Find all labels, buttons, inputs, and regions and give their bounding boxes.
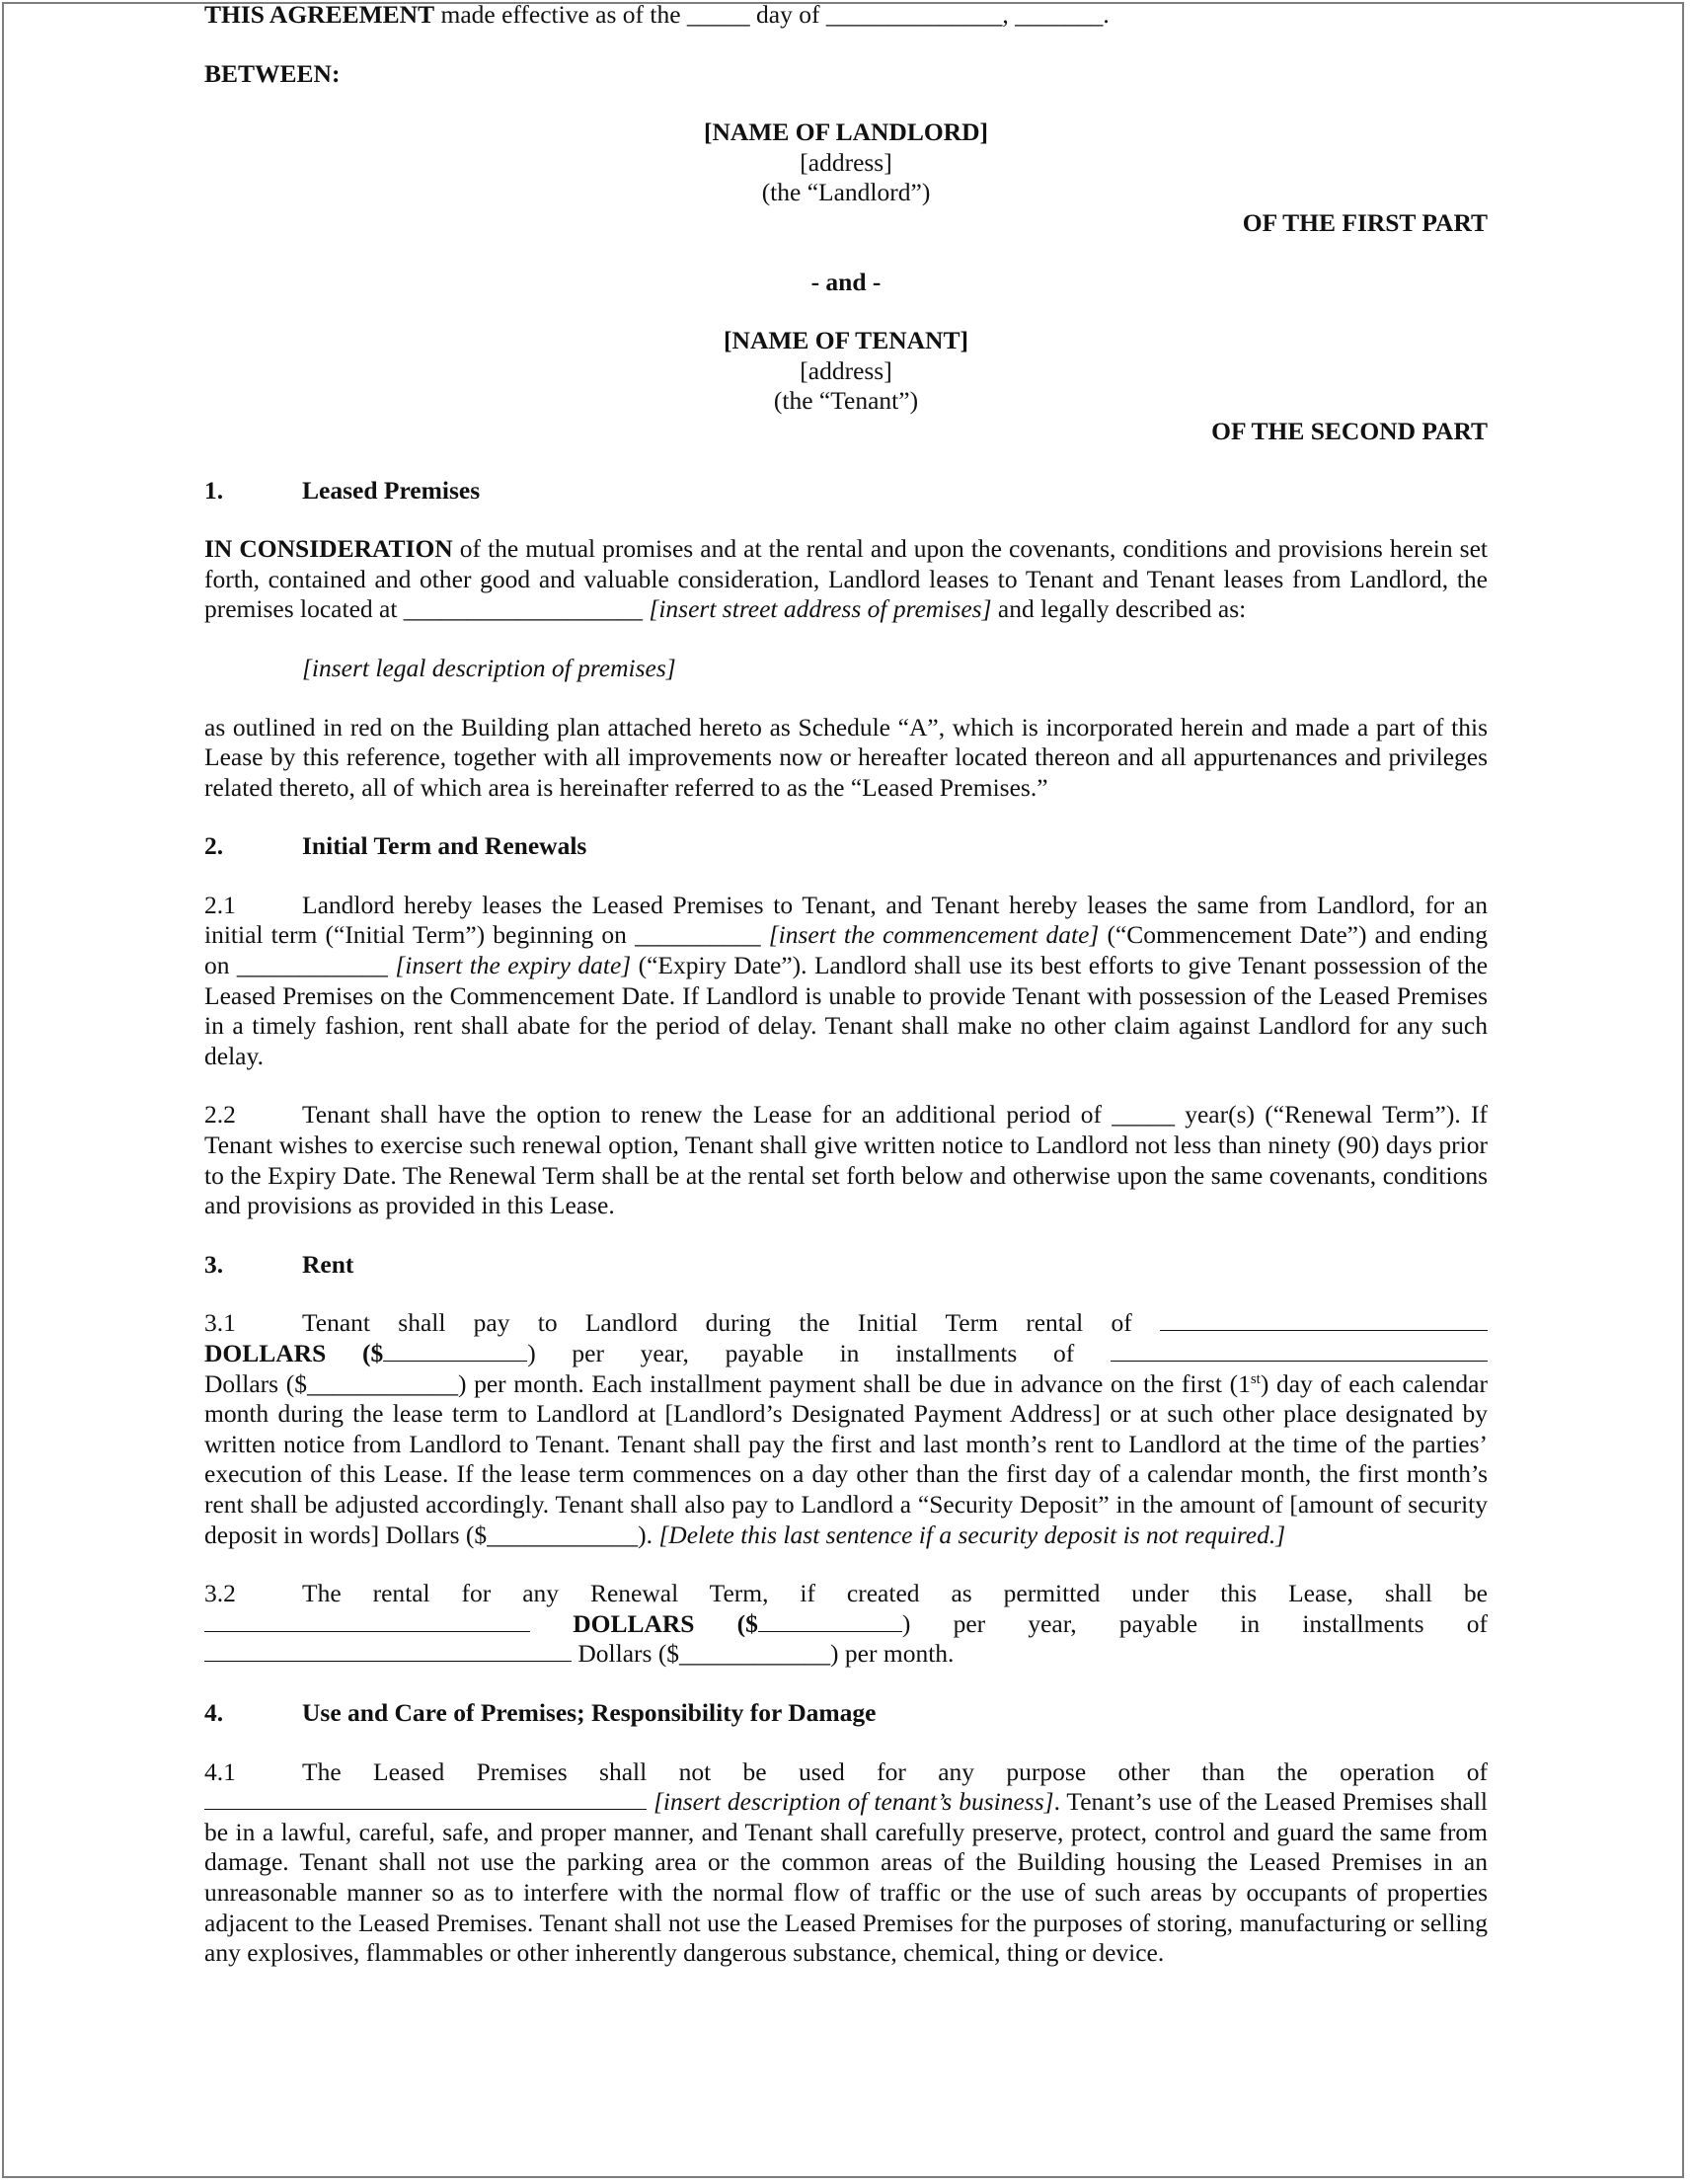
clause-4-1 bbox=[204, 1757, 1488, 1969]
clause-3-2-line-2: DOLLARS ($ ) per year, payable in installments of bbox=[204, 1609, 1488, 1640]
agreement-title: THIS AGREEMENT bbox=[204, 0, 435, 29]
section-3-heading: 3. Rent bbox=[204, 1249, 354, 1279]
section-1-title: Leased Premises bbox=[302, 475, 481, 505]
tenant-block bbox=[204, 326, 1488, 446]
agreement-line bbox=[204, 0, 1488, 31]
between-label: BETWEEN: bbox=[204, 58, 341, 88]
second-part-label: OF THE SECOND PART bbox=[1211, 416, 1488, 445]
clause-3-1-line-2: DOLLARS ($ ) per year, payable in installments of bbox=[204, 1339, 1488, 1369]
section-1-heading: 1. Leased Premises bbox=[204, 475, 481, 505]
clause-3-1 bbox=[204, 1308, 1488, 1550]
first-part-label: OF THE FIRST PART bbox=[1242, 207, 1488, 237]
clause-4-1-body: [insert description of tenant’s business]. Tenant’s use of the Leased Premises shall be in a lawful, careful, safe, and proper manner, and Tenant shall carefully preserve, protect, control and guard the same from damage. Tenant shall not use the parking area or the common areas of the Building housing the Leased Premises in an unreasonable manner so as to interfere with the normal flow of traffic or the use of such areas by occupants of properties adjacent to the Leased Premises. Tenant shall not use the Leased Premises for the purposes of storing, manufacturing or selling any explosives, flammables or other inherently dangerous substance, chemical, thing or device. bbox=[204, 1787, 1488, 1968]
section-2-title: Initial Term and Renewals bbox=[302, 831, 587, 861]
tenant-address: [address] bbox=[800, 355, 892, 385]
section-1-paragraph-2: as outlined in red on the Building plan attached hereto as Schedule “A”, which is incorporated herein and made a part of this Lease by this reference, together with all improvements now or hereafter located thereon and all appurtenances and privileges related thereto, all of which area is hereinafter referred to as the “Leased Premises.” bbox=[204, 712, 1488, 802]
clause-3-2-line-1: 3.2 The rental for any Renewal Term, if created as permitted under this Lease, shall be bbox=[204, 1579, 1488, 1608]
landlord-defined: (the “Landlord”) bbox=[761, 178, 931, 207]
section-4-heading: 4. Use and Care of Premises; Responsibility for Damage bbox=[204, 1697, 877, 1727]
clause-3-1-body: Dollars ($____________) per month. Each installment payment shall be due in advance on the first (1st) day of each calendar month during the lease term to Landlord at [Landlord’s Designated Payment Address] or at such other place designated by written notice from Landlord to Tenant. Tenant shall pay the first and last month’s rent to Landlord at the time of the parties’ execution of this Lease. If the lease term commences on a day other than the first day of a calendar month, the first month’s rent shall be adjusted accordingly. Tenant shall also pay to Landlord a “Security Deposit” in the amount of [amount of security deposit in words] Dollars ($____________). [Delete this last sentence if a security deposit is not required.] bbox=[204, 1368, 1488, 1549]
clause-2-2: 2.2 Tenant shall have the option to renew the Lease for an additional period of _____ year(s) (“Renewal Term”). If Tenant wishes to exercise such renewal option, Tenant shall give written notice to Landlord not less than ninety (90) days prior to the Expiry Date. The Renewal Term shall be at the rental set forth below and otherwise upon the same covenants, conditions and provisions as provided in this Lease. bbox=[204, 1100, 1488, 1220]
document-page bbox=[204, 0, 1488, 1969]
renewal-annual-rent-blank[interactable] bbox=[758, 1609, 902, 1632]
clause-2-1: 2.1 Landlord hereby leases the Leased Premises to Tenant, and Tenant hereby leases the same from Landlord, for an initial term (“Initial Term”) beginning on __________ [insert the commencement date] (“Commencement Date”) and ending on ____________ [insert the expiry date] (“Expiry Date”). Landlord shall use its best efforts to give Tenant possession of the Leased Premises on the Commencement Date. If Landlord is unable to provide Tenant with possession of the Leased Premises in a timely fashion, rent shall abate for the period of delay. Tenant shall make no other claim against Landlord for any such delay. bbox=[204, 890, 1489, 1070]
landlord-address: [address] bbox=[800, 147, 892, 177]
rental-amount-words-blank[interactable] bbox=[1160, 1308, 1488, 1331]
installment-words-blank[interactable] bbox=[1111, 1339, 1488, 1362]
clause-3-2-line-3: Dollars ($____________) per month. bbox=[204, 1639, 1488, 1670]
agreement-effective-date: made effective as of the _____ day of ______________, _______. bbox=[434, 0, 1110, 29]
legal-description-placeholder: [insert legal description of premises] bbox=[302, 653, 676, 682]
section-1-paragraph: IN CONSIDERATION of the mutual promises and at the rental and upon the covenants, conditions and provisions herein set forth, contained and other good and valuable consideration, Landlord leases to Tenant and Tenant leases from Landlord, the premises located at ___________________ [insert street address of premises] and legally described as: bbox=[204, 534, 1489, 624]
section-4-title: Use and Care of Premises; Responsibility for Damage bbox=[302, 1697, 877, 1727]
section-2-heading: 2. Initial Term and Renewals bbox=[204, 831, 587, 861]
section-3-title: Rent bbox=[302, 1249, 354, 1279]
tenant-defined: (the “Tenant”) bbox=[773, 386, 919, 416]
clause-3-2 bbox=[204, 1579, 1488, 1670]
tenant-name: [NAME OF TENANT] bbox=[724, 326, 968, 355]
clause-3-1-line-1: 3.1 Tenant shall pay to Landlord during the Initial Term rental of bbox=[204, 1308, 1488, 1339]
annual-rent-blank[interactable] bbox=[383, 1339, 527, 1362]
landlord-block bbox=[204, 117, 1488, 238]
renewal-installment-words-blank[interactable] bbox=[204, 1639, 572, 1662]
and-separator: - and - bbox=[810, 267, 882, 296]
renewal-rent-words-blank[interactable] bbox=[204, 1609, 530, 1632]
landlord-name: [NAME OF LANDLORD] bbox=[703, 117, 989, 147]
tenant-business-blank[interactable] bbox=[204, 1787, 647, 1810]
clause-4-1-line-1: 4.1 The Leased Premises shall not be used for any purpose other than the operation of bbox=[204, 1756, 1488, 1786]
